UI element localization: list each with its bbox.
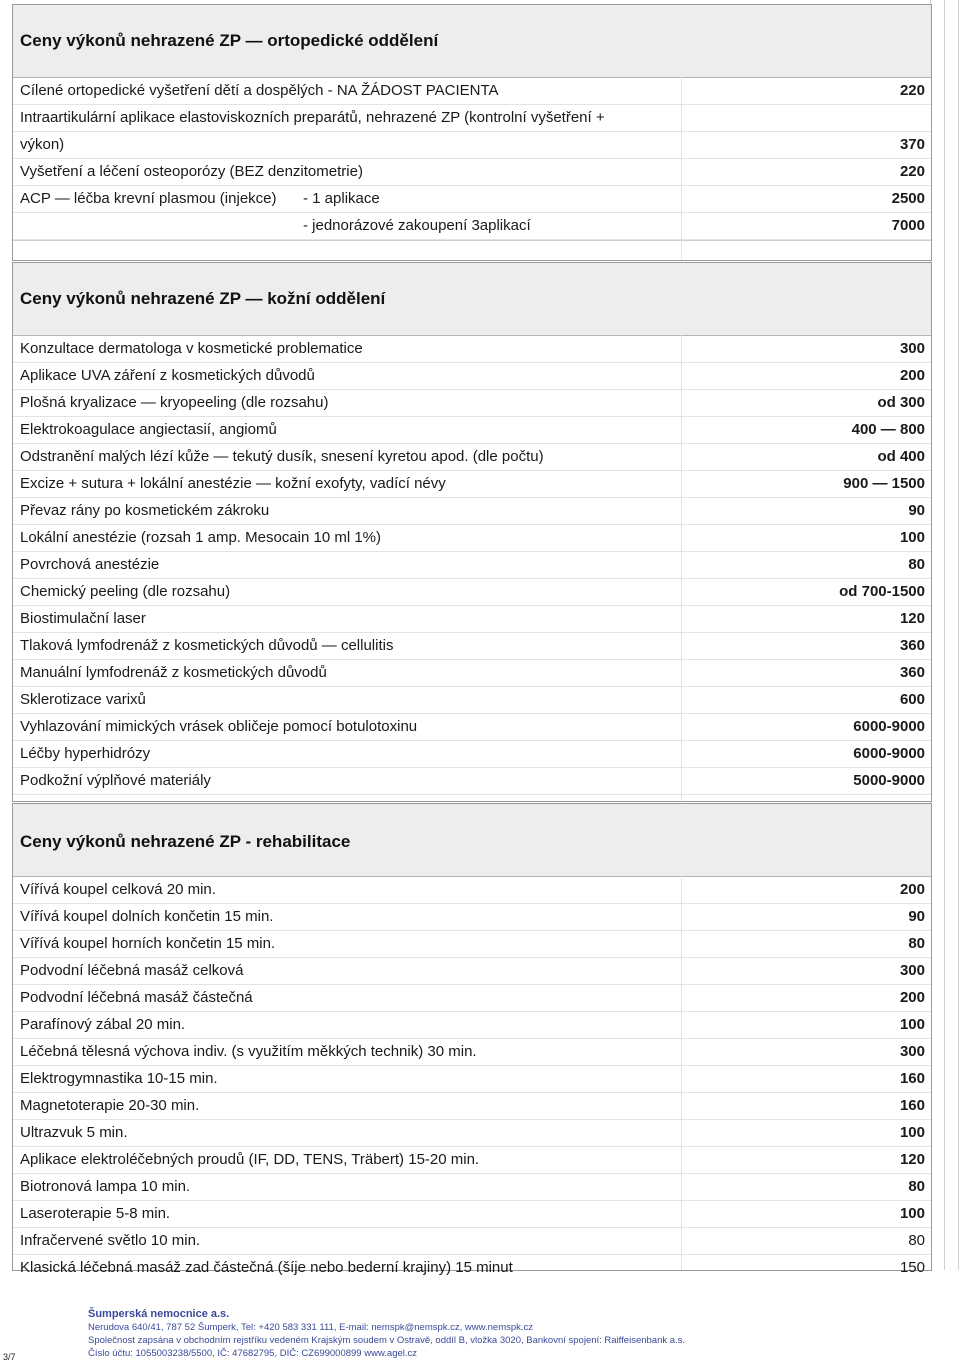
table-row	[13, 105, 931, 132]
service-price: 120	[899, 610, 925, 627]
service-name: výkon)	[20, 136, 65, 153]
table-row	[13, 525, 931, 552]
service-price: 100	[899, 1124, 925, 1141]
service-name: Vířívá koupel horních končetin 15 min.	[20, 935, 276, 952]
service-price: 370	[899, 136, 925, 153]
service-price: od 300	[877, 394, 925, 411]
service-price: 90	[908, 502, 925, 519]
table-row	[13, 1174, 931, 1201]
service-price: 300	[899, 962, 925, 979]
service-name: Aplikace UVA záření z kosmetických důvodů	[20, 367, 315, 384]
service-price: 120	[899, 1151, 925, 1168]
table-row	[13, 1201, 931, 1228]
service-price: 80	[908, 556, 925, 573]
service-name: Elektrogymnastika 10-15 min.	[20, 1070, 218, 1087]
table-row	[13, 390, 931, 417]
table-row	[13, 444, 931, 471]
service-name: Chemický peeling (dle rozsahu)	[20, 583, 231, 600]
service-name: Intraartikulární aplikace elastoviskozních preparátů, nehrazené ZP (kontrolní vyšetření +	[20, 109, 605, 126]
table-row	[13, 159, 931, 186]
table-row	[13, 336, 931, 363]
service-price: 80	[908, 935, 925, 952]
section-header	[13, 5, 931, 78]
table-row	[13, 958, 931, 985]
service-name: Vířívá koupel dolních končetin 15 min.	[20, 908, 274, 925]
service-name: ACP — léčba krevní plasmou (injekce)	[20, 190, 277, 207]
service-variant: - jednorázové zakoupení 3aplikací	[303, 217, 531, 234]
service-name: Odstranění malých lézí kůže — tekutý dusík, snesení kyretou apod. (dle počtu)	[20, 448, 544, 465]
table-row	[13, 1147, 931, 1174]
service-price: 200	[899, 989, 925, 1006]
table-row	[13, 877, 931, 904]
service-name: Aplikace elektroléčebných proudů (IF, DD, TENS, Träbert) 15-20 min.	[20, 1151, 480, 1168]
table-row	[13, 1228, 931, 1255]
service-name: Magnetoterapie 20-30 min.	[20, 1097, 200, 1114]
table-row	[13, 633, 931, 660]
service-price: 200	[899, 367, 925, 384]
table-row	[13, 687, 931, 714]
table-row	[13, 471, 931, 498]
service-name: Cílené ortopedické vyšetření dětí a dospělých - NA ŽÁDOST PACIENTA	[20, 82, 499, 99]
service-name: Lokální anestézie (rozsah 1 amp. Mesocain 10 ml 1%)	[20, 529, 382, 546]
service-price: 360	[899, 637, 925, 654]
table-row	[13, 1093, 931, 1120]
service-price: 160	[899, 1097, 925, 1114]
table-row	[13, 1012, 931, 1039]
service-price: 150	[899, 1259, 925, 1276]
service-name: Vyšetření a léčení osteoporózy (BEZ denzitometrie)	[20, 163, 363, 180]
page-number: 3/7	[3, 1352, 16, 1362]
service-price: 6000-9000	[853, 745, 925, 762]
service-name: Manuální lymfodrenáž z kosmetických důvodů	[20, 664, 327, 681]
company-name: Šumperská nemocnice a.s.	[88, 1308, 230, 1320]
service-price: 300	[899, 1043, 925, 1060]
service-name: Podvodní léčebná masáž částečná	[20, 989, 253, 1006]
table-row	[13, 363, 931, 390]
service-name: Biotronová lampa 10 min.	[20, 1178, 191, 1195]
table-row	[13, 714, 931, 741]
service-name: Vyhlazování mimických vrásek obličeje pomocí botulotoxinu	[20, 718, 418, 735]
section-dermatology	[12, 262, 932, 802]
table-row	[13, 741, 931, 768]
company-bank: Číslo účtu: 1055003238/5500, IČ: 47682795, DIČ: CZ699000899 www.agel.cz	[88, 1348, 418, 1359]
section-rehabilitation	[12, 803, 932, 1276]
section-title: Ceny výkonů nehrazené ZP — kožní oddělení	[20, 289, 386, 308]
company-footer	[88, 1308, 685, 1360]
service-name: Podkožní výplňové materiály	[20, 772, 211, 789]
table-row	[13, 132, 931, 159]
service-price: 100	[899, 529, 925, 546]
table-row	[13, 1120, 931, 1147]
service-name: Klasická léčebná masáž zad částečná (šíje nebo bederní krajiny) 15 minut	[20, 1259, 513, 1276]
section-header	[13, 804, 931, 877]
service-price: 200	[899, 881, 925, 898]
section-title: Ceny výkonů nehrazené ZP - rehabilitace	[20, 832, 351, 851]
service-name: Léčebná tělesná výchova indiv. (s využitím měkkých technik) 30 min.	[20, 1043, 477, 1060]
service-price: od 400	[877, 448, 925, 465]
service-name: Laseroterapie 5-8 min.	[20, 1205, 171, 1222]
service-price: 6000-9000	[853, 718, 925, 735]
service-name: Léčby hyperhidrózy	[20, 745, 151, 762]
table-row	[13, 186, 931, 213]
company-address: Nerudova 640/41, 787 52 Šumperk, Tel: +420 583 331 111, E-mail: nemspk@nemspk.cz, www.nemspk.cz	[88, 1322, 534, 1333]
service-price: 100	[899, 1016, 925, 1033]
service-name: Konzultace dermatologa v kosmetické problematice	[20, 340, 363, 357]
table-row	[13, 985, 931, 1012]
service-price: 600	[899, 691, 925, 708]
table-row	[13, 1039, 931, 1066]
service-name: Vířívá koupel celková 20 min.	[20, 881, 216, 898]
service-price: 900 — 1500	[843, 475, 925, 492]
section-header	[13, 263, 931, 336]
service-price: 220	[899, 163, 925, 180]
service-price: 5000-9000	[853, 772, 925, 789]
service-price: 160	[899, 1070, 925, 1087]
section-title: Ceny výkonů nehrazené ZP — ortopedické oddělení	[20, 31, 439, 50]
service-price: od 700-1500	[839, 583, 925, 600]
service-name: Biostimulační laser	[20, 610, 146, 627]
service-price: 300	[899, 340, 925, 357]
service-name: Excize + sutura + lokální anestézie — kožní exofyty, vadící névy	[20, 475, 446, 492]
service-name: Tlaková lymfodrenáž z kosmetických důvodů — cellulitis	[20, 637, 394, 654]
table-row	[13, 768, 931, 795]
service-price: 2500	[891, 190, 925, 207]
table-row	[13, 606, 931, 633]
table-row	[13, 78, 931, 105]
company-registration: Společnost zapsána v obchodním rejstříku vedeném Krajským soudem v Ostravě, oddíl B, vložka 3020, Bankovní spojení: Raiffeisenbank a.s.	[88, 1335, 686, 1346]
price-list-sheet	[12, 0, 958, 1276]
service-name: Sklerotizace varixů	[20, 691, 146, 708]
service-price: 360	[899, 664, 925, 681]
service-name: Ultrazvuk 5 min.	[20, 1124, 128, 1141]
section-orthopedics	[12, 4, 932, 261]
service-name: Převaz rány po kosmetickém zákroku	[20, 502, 270, 519]
service-name: Povrchová anestézie	[20, 556, 160, 573]
service-price: 90	[908, 908, 925, 925]
service-price: 7000	[891, 217, 925, 234]
service-variant: - 1 aplikace	[303, 190, 380, 207]
table-row	[13, 213, 931, 240]
table-row	[13, 579, 931, 606]
service-price: 80	[908, 1178, 925, 1195]
service-price: 400 — 800	[851, 421, 925, 438]
service-price: 220	[899, 82, 925, 99]
service-price: 100	[899, 1205, 925, 1222]
table-row	[13, 552, 931, 579]
table-row	[13, 660, 931, 687]
table-row	[13, 1255, 931, 1281]
table-row	[13, 1066, 931, 1093]
service-price: 80	[908, 1232, 925, 1249]
service-name: Parafínový zábal 20 min.	[20, 1016, 186, 1033]
table-row	[13, 904, 931, 931]
table-row	[13, 498, 931, 525]
service-name: Podvodní léčebná masáž celková	[20, 962, 244, 979]
service-name: Infračervené světlo 10 min.	[20, 1232, 201, 1249]
table-row	[13, 931, 931, 958]
service-name: Elektrokoagulace angiectasií, angiomů	[20, 421, 277, 438]
table-row	[13, 417, 931, 444]
service-name: Plošná kryalizace — kryopeeling (dle rozsahu)	[20, 394, 329, 411]
